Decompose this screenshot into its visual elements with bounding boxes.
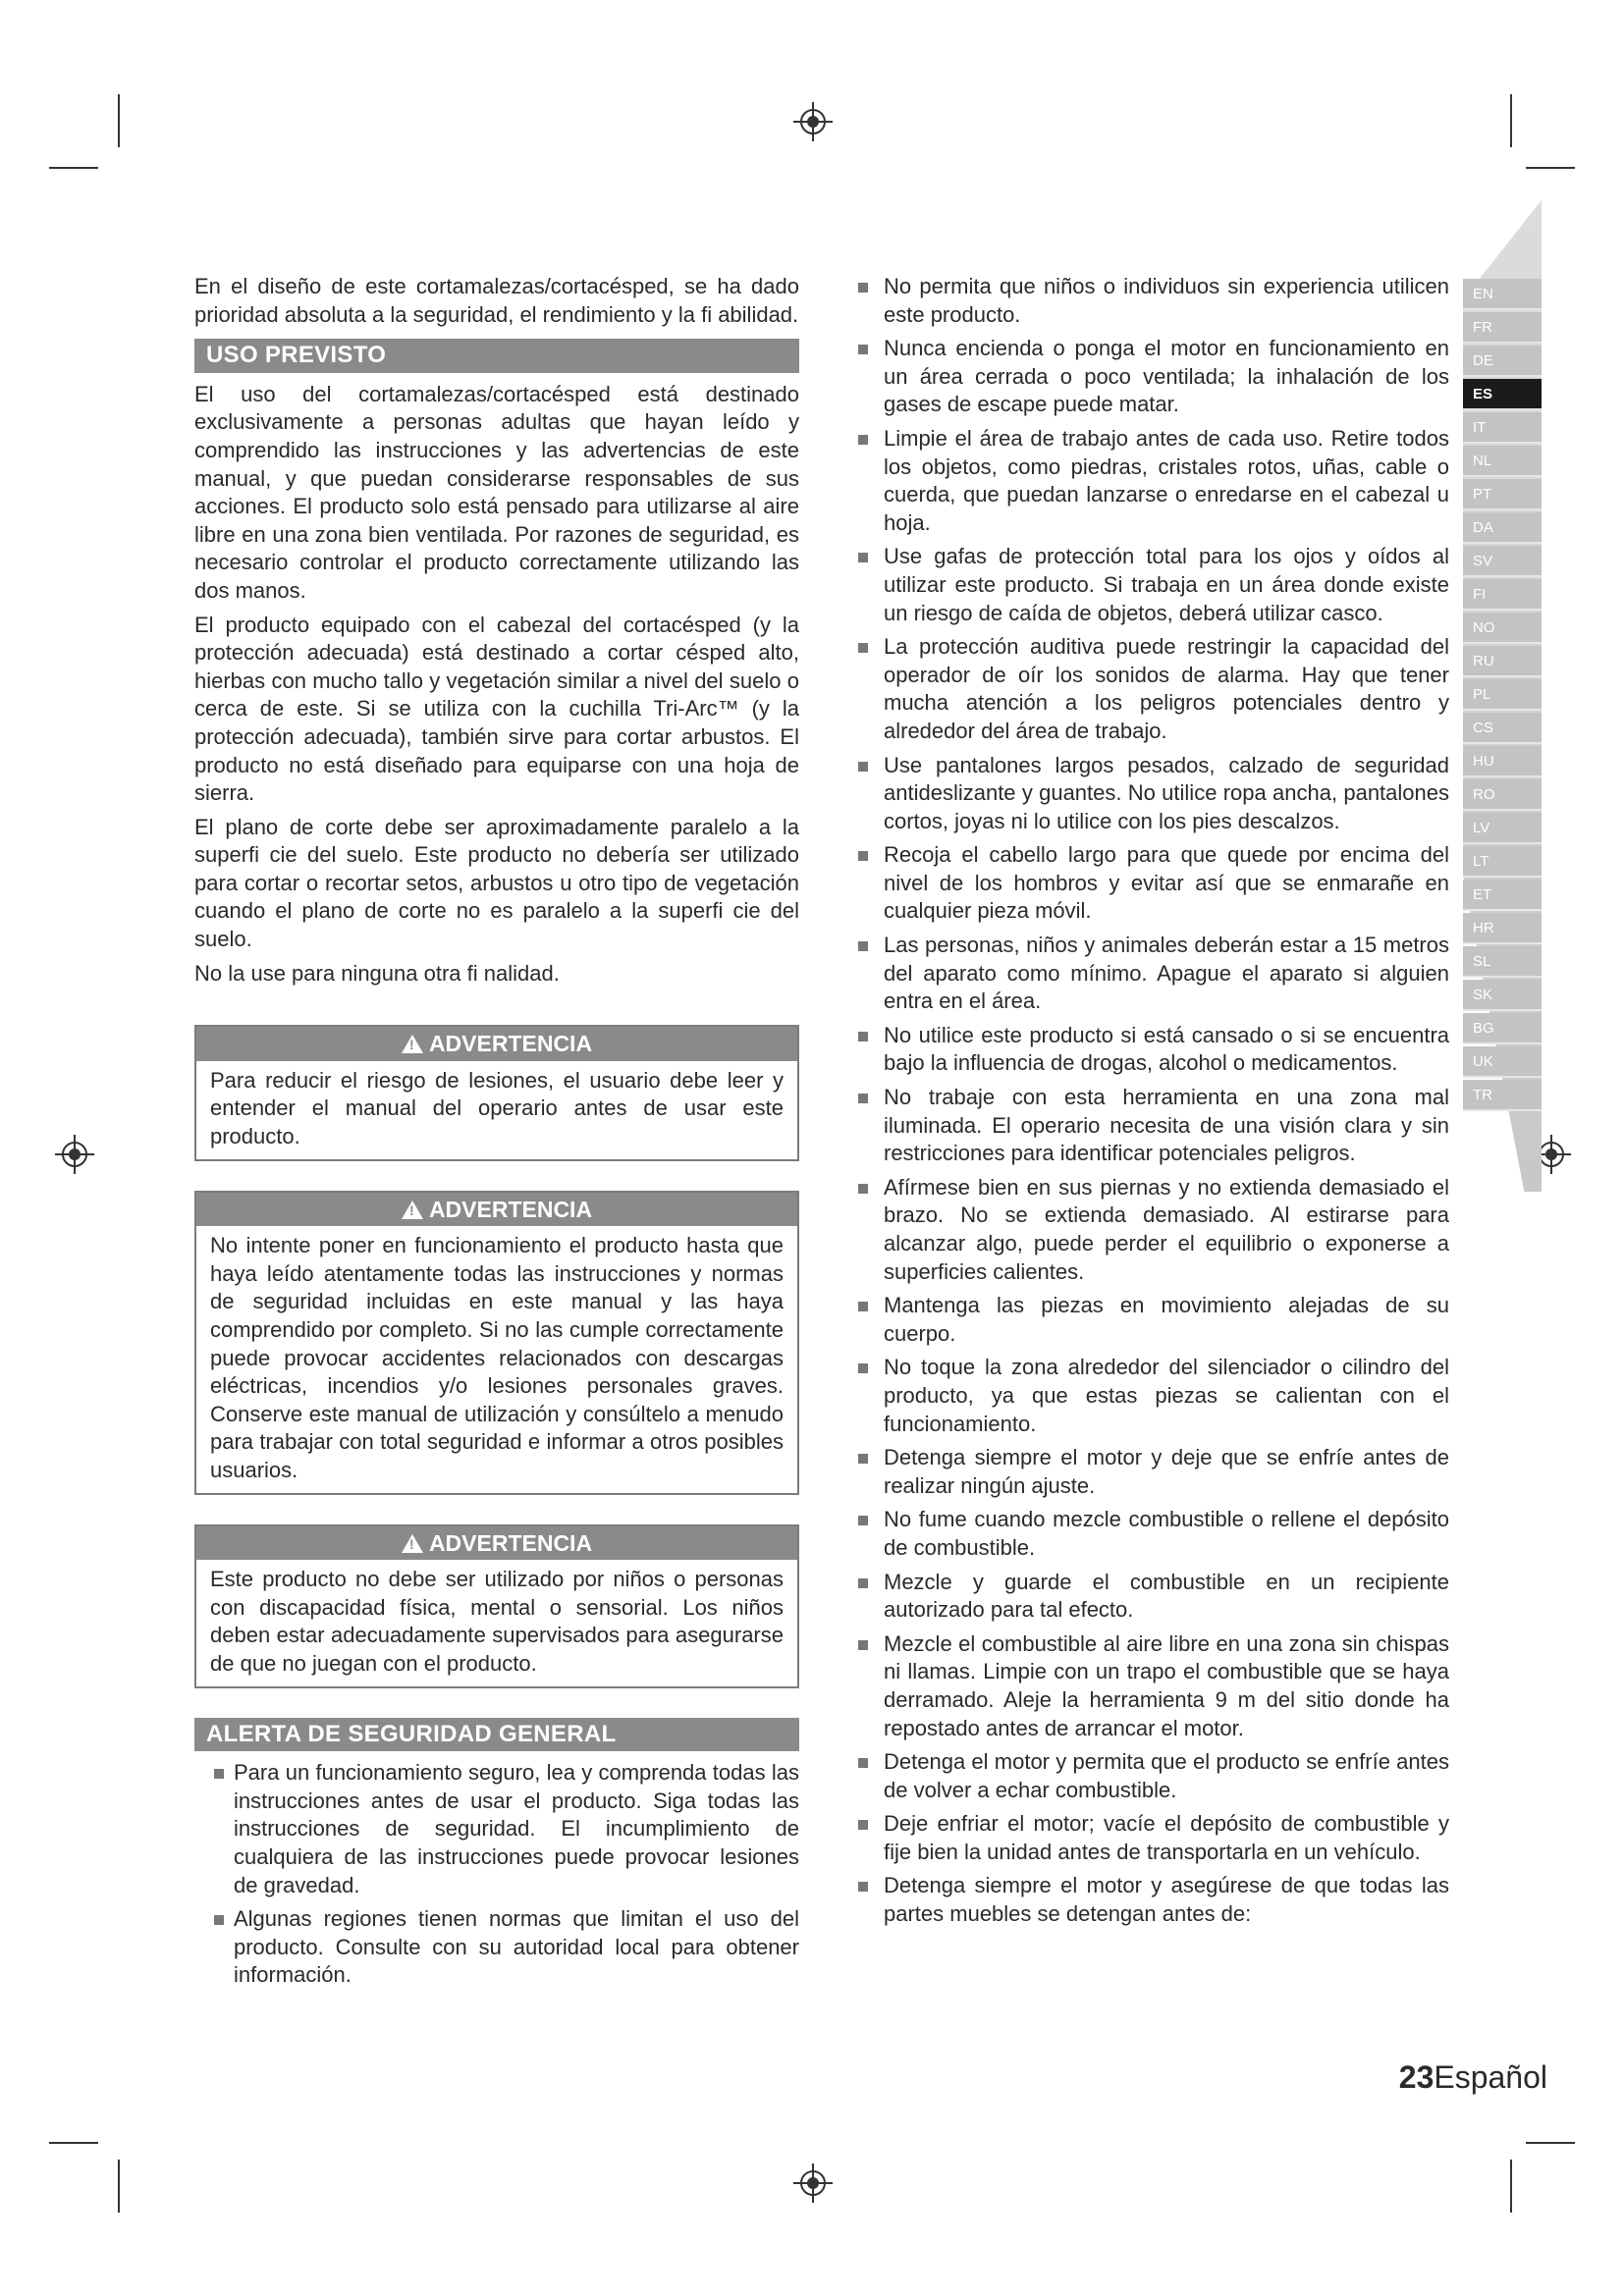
bullet-square-icon (858, 553, 868, 562)
language-tab-sv[interactable]: SV (1463, 546, 1542, 577)
bullet-square-icon (858, 643, 868, 653)
warning-box (194, 1524, 799, 1688)
registration-mark-icon (55, 1135, 94, 1174)
list-item: Nunca encienda o ponga el motor en funcionamiento en un área cerrada o poco ventilada; la inhalación de los gases de escape puede matar. (856, 335, 1449, 419)
bullet-square-icon (858, 1454, 868, 1464)
warning-triangle-icon (402, 1201, 423, 1219)
crop-mark (118, 2160, 120, 2213)
list-item: No permita que niños o individuos sin experiencia utilicen este producto. (856, 273, 1449, 329)
list-item: Limpie el área de trabajo antes de cada uso. Retire todos los objetos, como piedras, cristales rotos, uñas, cable o cuerda, que puedan lanzarse o enredarse en el cabezal u hoja. (856, 425, 1449, 537)
language-tab-fr[interactable]: FR (1463, 312, 1542, 344)
bullet-square-icon (858, 435, 868, 445)
language-tab-es[interactable]: ES (1463, 379, 1542, 410)
warning-box (194, 1025, 799, 1160)
list-item: No trabaje con esta herramienta en una zona mal iluminada. El operario necesita de una visión clara y sin restricciones para identificar potenciales peligros. (856, 1084, 1449, 1168)
language-tabs (1463, 200, 1542, 1192)
list-item: Mantenga las piezas en movimiento alejadas de su cuerpo. (856, 1292, 1449, 1348)
safety-list (856, 273, 1449, 1929)
intro-paragraph: En el diseño de este cortamalezas/cortacésped, se ha dado prioridad absoluta a la seguridad, el rendimiento y la fi abilidad. (194, 274, 799, 327)
warning-title: ADVERTENCIA (428, 1196, 593, 1222)
page-number: 23 (1398, 2059, 1435, 2095)
language-tab-no[interactable]: NO (1463, 613, 1542, 644)
language-tab-pl[interactable]: PL (1463, 679, 1542, 711)
bullet-square-icon (858, 1184, 868, 1194)
warning-header (196, 1193, 797, 1227)
bullet-square-icon (858, 1094, 868, 1103)
bullet-square-icon (858, 1820, 868, 1830)
crop-mark (1526, 2142, 1575, 2144)
uso-previsto-paragraph: El uso del cortamalezas/cortacésped está destinado exclusivamente a personas adultas que hayan leído y comprendido las instrucciones y las advertencias de este manual, y que puedan considerarse responsables de sus acciones. El producto solo está pensado para utilizarse al aire libre en una zona bien ventilada. Por razones de seguridad, es necesario controlar el producto correctamente utilizando las dos manos. (194, 381, 799, 603)
list-item: La protección auditiva puede restringir la capacidad del operador de oír los sonidos de alarma. Hay que tener mucha atención a los peligros potenciales dentro y alrededor del área de trabajo. (856, 633, 1449, 745)
bullet-square-icon (858, 941, 868, 951)
language-tab-ru[interactable]: RU (1463, 646, 1542, 677)
bullet-square-icon (214, 1915, 224, 1925)
bullet-square-icon (858, 1363, 868, 1373)
bullet-square-icon (858, 1758, 868, 1768)
crop-mark (1510, 94, 1512, 147)
bullet-square-icon (858, 1032, 868, 1041)
language-tab-et[interactable]: ET (1463, 880, 1542, 911)
bullet-square-icon (858, 1516, 868, 1525)
crop-mark (118, 94, 120, 147)
list-item: Para un funcionamiento seguro, lea y comprenda todas las instrucciones antes de usar el producto. Siga todas las instrucciones de seguridad. El incumplimiento de cualquiera de las instrucciones puede provocar lesiones de gravedad. (194, 1759, 799, 1899)
language-tab-lt[interactable]: LT (1463, 846, 1542, 878)
left-column (194, 273, 799, 1996)
list-item: Detenga siempre el motor y asegúrese de que todas las partes muebles se detengan antes de: (856, 1872, 1449, 1928)
footer-language: Español (1434, 2059, 1547, 2095)
crop-mark (49, 2142, 98, 2144)
registration-mark-icon (793, 102, 833, 141)
warning-triangle-icon (402, 1035, 423, 1053)
language-tab-hr[interactable]: HR (1463, 913, 1542, 944)
bullet-square-icon (858, 345, 868, 354)
list-item: Afírmese bien en sus piernas y no extienda demasiado el brazo. No se extienda demasiado. Al estirarse para alcanzar algo, puede perder el equilibrio o exponerse a superficies calientes. (856, 1174, 1449, 1286)
language-tab-lv[interactable]: LV (1463, 813, 1542, 844)
language-tab-pt[interactable]: PT (1463, 479, 1542, 510)
warning-title: ADVERTENCIA (428, 1031, 593, 1057)
list-item: Recoja el cabello largo para que quede por encima del nivel de los hombros y evitar así que se enmarañe en cualquier pieza móvil. (856, 841, 1449, 926)
bullet-square-icon (858, 283, 868, 293)
list-item: Use gafas de protección total para los ojos y oídos al utilizar este producto. Si trabaja en un área donde existe un riesgo de caída de objetos, deberá utilizar casco. (856, 543, 1449, 627)
crop-mark (49, 167, 98, 169)
warning-triangle-icon (402, 1534, 423, 1553)
language-tab-nl[interactable]: NL (1463, 446, 1542, 477)
list-item: No toque la zona alrededor del silenciador o cilindro del producto, ya que estas piezas se calientan con el funcionamiento. (856, 1354, 1449, 1438)
language-tab-da[interactable]: DA (1463, 512, 1542, 544)
bullet-square-icon (858, 1302, 868, 1311)
warning-title: ADVERTENCIA (428, 1529, 593, 1556)
list-item: Use pantalones largos pesados, calzado de seguridad antideslizante y guantes. No utilice ropa ancha, pantalones cortos, joyas ni lo utilice con los pies descalzos. (856, 752, 1449, 836)
list-item: Deje enfriar el motor; vacíe el depósito de combustible y fije bien la unidad antes de transportarla en un vehículo. (856, 1810, 1449, 1866)
bullet-square-icon (214, 1769, 224, 1779)
crop-mark (1510, 2160, 1512, 2213)
uso-previsto-paragraph: No la use para ninguna otra fi nalidad. (194, 960, 560, 986)
bullet-square-icon (858, 1640, 868, 1650)
list-item: No fume cuando mezcle combustible o rellene el depósito de combustible. (856, 1506, 1449, 1562)
bullet-square-icon (858, 851, 868, 861)
language-tab-fi[interactable]: FI (1463, 579, 1542, 611)
list-item: Detenga el motor y permita que el producto se enfríe antes de volver a echar combustible. (856, 1748, 1449, 1804)
page-footer (1399, 2059, 1547, 2096)
crop-mark (1526, 167, 1575, 169)
warning-text: Para reducir el riesgo de lesiones, el usuario debe leer y entender el manual del operario antes de usar este producto. (210, 1067, 784, 1149)
language-tab-de[interactable]: DE (1463, 346, 1542, 377)
language-tab-ro[interactable]: RO (1463, 779, 1542, 811)
warning-box (194, 1191, 799, 1495)
list-item: Detenga siempre el motor y deje que se enfríe antes de realizar ningún ajuste. (856, 1444, 1449, 1500)
list-item: Algunas regiones tienen normas que limitan el uso del producto. Consulte con su autoridad local para obtener información. (194, 1905, 799, 1990)
language-tab-sl[interactable]: SL (1463, 946, 1542, 978)
bullet-square-icon (858, 1578, 868, 1588)
language-tab-it[interactable]: IT (1463, 412, 1542, 444)
language-tab-hu[interactable]: HU (1463, 746, 1542, 777)
language-tab-tr[interactable]: TR (1463, 1080, 1542, 1111)
uso-previsto-paragraph: El plano de corte debe ser aproximadamente paralelo a la superfi cie del suelo. Este producto no debería ser utilizado para cortar o recortar setos, arbustos u otro tipo de vegetación cuando el plano de corte no es paralelo a la superfi cie del suelo. (194, 814, 799, 952)
bullet-square-icon (858, 762, 868, 772)
list-item: Mezcle el combustible al aire libre en una zona sin chispas ni llamas. Limpie con un trapo el combustible que se haya derramado. Aleje la herramienta 9 m del sitio donde ha repostado antes de arrancar el motor. (856, 1630, 1449, 1742)
right-column (856, 273, 1449, 1935)
warning-text: No intente poner en funcionamiento el producto hasta que haya leído atentamente todas las instrucciones y normas de seguridad incluidas en este manual y las haya comprendido por completo. Si no las cumple correctamente puede provocar accidentes relacionados con descargas eléctricas, incendios y/o lesiones personales graves. Conserve este manual de utilización y consúltelo a menudo para trabajar con total seguridad e informar a otros posibles usuarios. (210, 1233, 784, 1482)
language-tab-bg[interactable]: BG (1463, 1013, 1542, 1044)
language-tab-cs[interactable]: CS (1463, 713, 1542, 744)
list-item: No utilice este producto si está cansado o si se encuentra bajo la influencia de drogas, alcohol o medicamentos. (856, 1022, 1449, 1078)
bullet-square-icon (858, 1882, 868, 1892)
warning-text: Este producto no debe ser utilizado por niños o personas con discapacidad física, mental o sensorial. Los niños deben estar adecuadamente supervisados para asegurarse de que no juegan con el producto. (210, 1567, 784, 1676)
language-tab-en[interactable]: EN (1463, 279, 1542, 310)
uso-previsto-paragraph: El producto equipado con el cabezal del cortacésped (y la protección adecuada) está destinado a cortar césped alto, hierbas con mucho tallo y vegetación similar a nivel del suelo o cerca de este. Si se utiliza con la cuchilla Tri-Arc™ (y la protección adecuada), también sirve para cortar arbustos. El producto no está diseñado para equiparse con una hoja de sierra. (194, 612, 799, 806)
uso-previsto-heading: USO PREVISTO (194, 339, 799, 373)
language-tab-uk[interactable]: UK (1463, 1046, 1542, 1078)
alerta-heading: ALERTA DE SEGURIDAD GENERAL (194, 1718, 799, 1752)
warning-header (196, 1027, 797, 1061)
alerta-list (194, 1759, 799, 1990)
warning-header (196, 1526, 797, 1561)
list-item: Las personas, niños y animales deberán estar a 15 metros del aparato como mínimo. Apague el aparato si alguien entra en el área. (856, 932, 1449, 1016)
list-item: Mezcle y guarde el combustible en un recipiente autorizado para tal efecto. (856, 1569, 1449, 1625)
registration-mark-icon (793, 2163, 833, 2203)
language-tab-sk[interactable]: SK (1463, 980, 1542, 1011)
